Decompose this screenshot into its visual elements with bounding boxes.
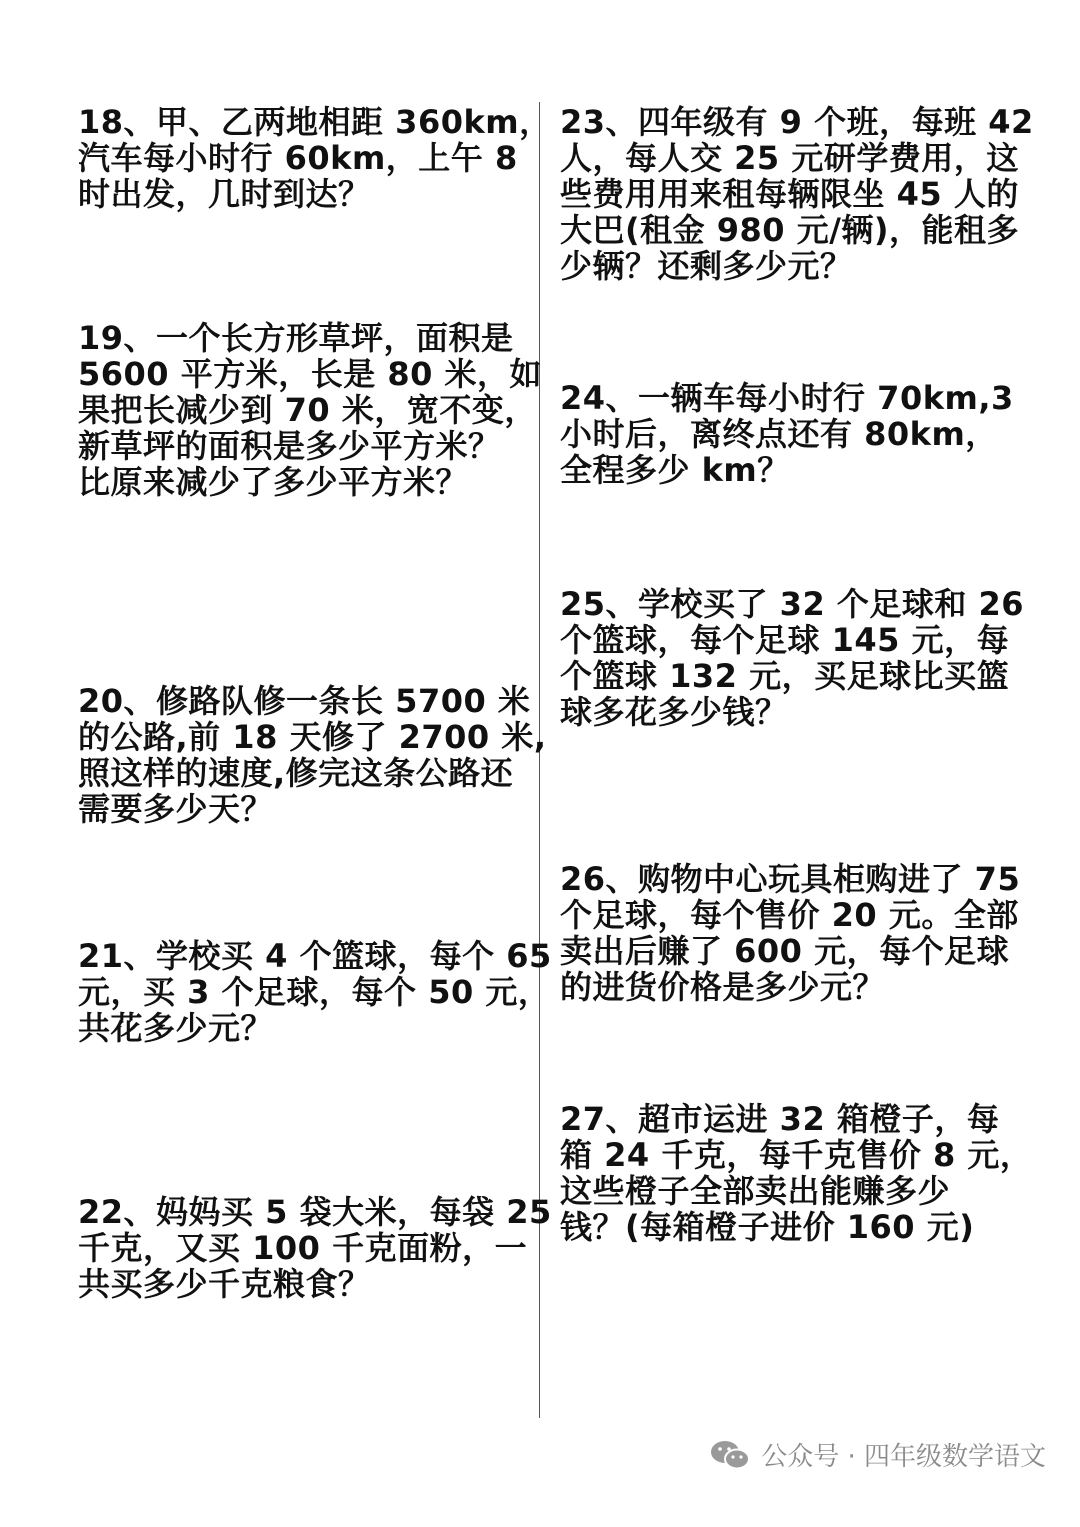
problem-line: 时出发，几时到达？ <box>78 175 371 213</box>
watermark <box>709 1436 1046 1473</box>
problem-line: 23、四年级有 9 个班，每班 42 <box>560 103 1034 141</box>
problem-line: 比原来减少了多少平方米？ <box>78 463 469 501</box>
problem-line: 这些橙子全部卖出能赚多少 <box>560 1172 951 1210</box>
watermark-text: 公众号 · 四年级数学语文 <box>761 1442 1046 1472</box>
problem-line: 18、甲、乙两地相距 360km， <box>78 103 552 141</box>
problem-line: 钱？(每箱橙子进价 160 元) <box>560 1208 975 1246</box>
problem-line: 元，买 3 个足球，每个 50 元， <box>78 973 551 1011</box>
problem-line: 共买多少千克粮食？ <box>78 1265 371 1303</box>
problem-line: 24、一辆车每小时行 70km,3 <box>560 379 1014 417</box>
problem-line: 个篮球，每个足球 145 元，每 <box>560 621 1010 659</box>
problem-line: 5600 平方米，长是 80 米，如 <box>78 355 543 393</box>
problem-21 <box>78 938 552 1046</box>
wechat-icon <box>709 1438 751 1472</box>
problem-line: 25、学校买了 32 个足球和 26 <box>560 585 1025 623</box>
problem-line: 少辆？还剩多少元？ <box>560 247 853 285</box>
problem-line: 26、购物中心玩具柜购进了 75 <box>560 860 1021 898</box>
problem-line: 27、超市运进 32 箱橙子，每 <box>560 1100 1000 1138</box>
problem-line: 20、修路队修一条长 5700 米 <box>78 682 531 720</box>
problem-23 <box>560 104 1034 284</box>
problem-line: 的进货价格是多少元？ <box>560 968 886 1006</box>
problem-line: 新草坪的面积是多少平方米？ <box>78 427 501 465</box>
problem-line: 需要多少天？ <box>78 790 274 828</box>
problem-22 <box>78 1194 552 1302</box>
problem-line: 的公路,前 18 天修了 2700 米, <box>78 718 547 756</box>
problem-line: 共花多少元？ <box>78 1009 274 1047</box>
problem-24 <box>560 380 1014 488</box>
problem-18 <box>78 104 552 212</box>
problem-25 <box>560 586 1024 730</box>
problem-line: 19、一个长方形草坪，面积是 <box>78 319 514 357</box>
problem-line: 个足球，每个售价 20 元。全部 <box>560 896 1019 934</box>
problem-line: 千克，又买 100 千克面粉，一 <box>78 1229 528 1267</box>
problem-line: 照这样的速度,修完这条公路还 <box>78 754 514 792</box>
problem-20 <box>78 683 546 827</box>
problem-line: 大巴(租金 980 元/辆)，能租多 <box>560 211 1020 249</box>
problem-line: 21、学校买 4 个篮球，每个 65 <box>78 937 552 975</box>
problem-line: 箱 24 千克，每千克售价 8 元， <box>560 1136 1033 1174</box>
problem-line: 些费用用来租每辆限坐 45 人的 <box>560 175 1019 213</box>
problem-line: 22、妈妈买 5 袋大米，每袋 25 <box>78 1193 552 1231</box>
problem-27 <box>560 1101 1032 1245</box>
problem-line: 球多花多少钱？ <box>560 693 788 731</box>
problem-line: 汽车每小时行 60km，上午 8 <box>78 139 518 177</box>
problem-line: 个篮球 132 元，买足球比买篮 <box>560 657 1010 695</box>
problem-line: 全程多少 km？ <box>560 451 790 489</box>
problem-line: 卖出后赚了 600 元，每个足球 <box>560 932 1010 970</box>
problem-26 <box>560 861 1020 1005</box>
problem-19 <box>78 320 542 500</box>
problem-line: 小时后，离终点还有 80km， <box>560 415 998 453</box>
problem-line: 果把长减少到 70 米，宽不变， <box>78 391 537 429</box>
problem-line: 人，每人交 25 元研学费用，这 <box>560 139 1019 177</box>
